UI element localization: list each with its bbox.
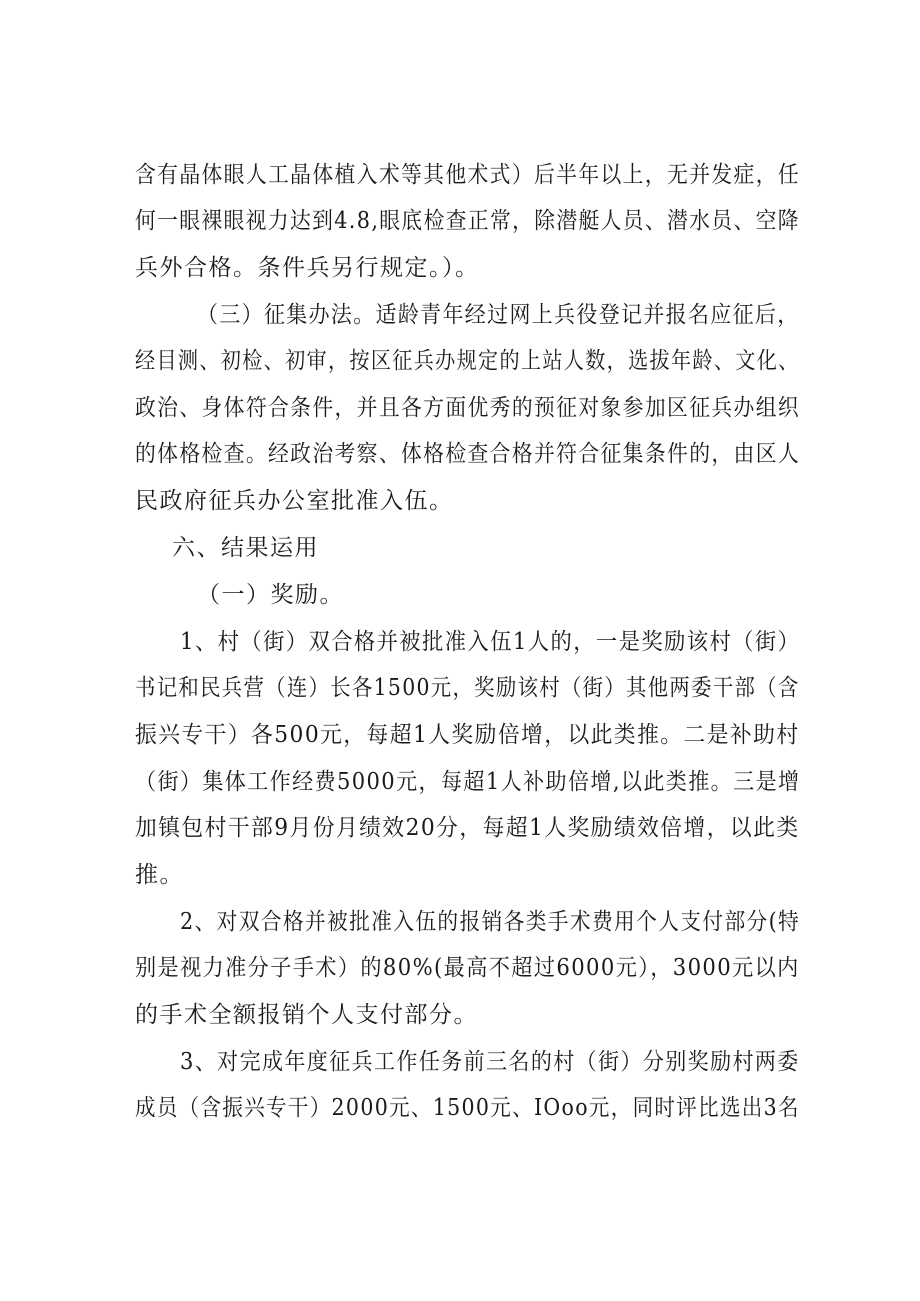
text-line: 政治、身体符合条件，并且各方面优秀的预征对象参加区征兵办组织 bbox=[135, 395, 801, 421]
text-line: （三）征集办法。适龄青年经过网上兵役登记并报名应征后， bbox=[197, 302, 800, 328]
subsection-heading: （一）奖励。 bbox=[197, 582, 344, 608]
text-line: 1、村（街）双合格并被批准入伍1人的，一是奖励该村（街） bbox=[180, 629, 801, 655]
text-line: 推。 bbox=[135, 862, 184, 888]
text-line: 别是视力准分子手术）的80%(最高不超过6000元），3000元以内 bbox=[135, 955, 800, 981]
text-line: 振兴专干）各500元，每超1人奖励倍增，以此类推。二是补助村 bbox=[135, 722, 800, 748]
text-line: 2、对双合格并被批准入伍的报销各类手术费用个人支付部分(特 bbox=[180, 909, 801, 935]
section-heading: 六、结果运用 bbox=[172, 535, 319, 561]
text-line: 的手术全额报销个人支付部分。 bbox=[135, 1002, 478, 1028]
text-line: 加镇包村干部9月份月绩效20分，每超1人奖励绩效倍增，以此类 bbox=[135, 815, 800, 841]
text-line: 成员（含振兴专干）2000元、1500元、IOoo元，同时评比选出3名 bbox=[135, 1095, 800, 1121]
text-line: 兵外合格。条件兵另行规定。）。 bbox=[135, 255, 480, 281]
text-line: （街）集体工作经费5000元，每超1人补助倍增,以此类推。三是增 bbox=[135, 769, 801, 795]
text-line: 何一眼裸眼视力达到4.8,眼底检查正常，除潜艇人员、潜水员、空降 bbox=[135, 208, 800, 234]
text-line: 的体格检查。经政治考察、体格检查合格并符合征集条件的，由区人 bbox=[135, 441, 801, 467]
text-line: 经目测、初检、初审，按区征兵办规定的上站人数，选拔年龄、文化、 bbox=[135, 348, 800, 374]
text-line: 含有晶体眼人工晶体植入术等其他术式）后半年以上，无并发症，任 bbox=[135, 162, 801, 188]
text-line: 书记和民兵营（连）长各1500元，奖励该村（街）其他两委干部（含 bbox=[135, 675, 800, 701]
text-line: 民政府征兵办公室批准入伍。 bbox=[135, 488, 454, 514]
text-line: 3、对完成年度征兵工作任务前三名的村（街）分别奖励村两委 bbox=[180, 1049, 800, 1075]
